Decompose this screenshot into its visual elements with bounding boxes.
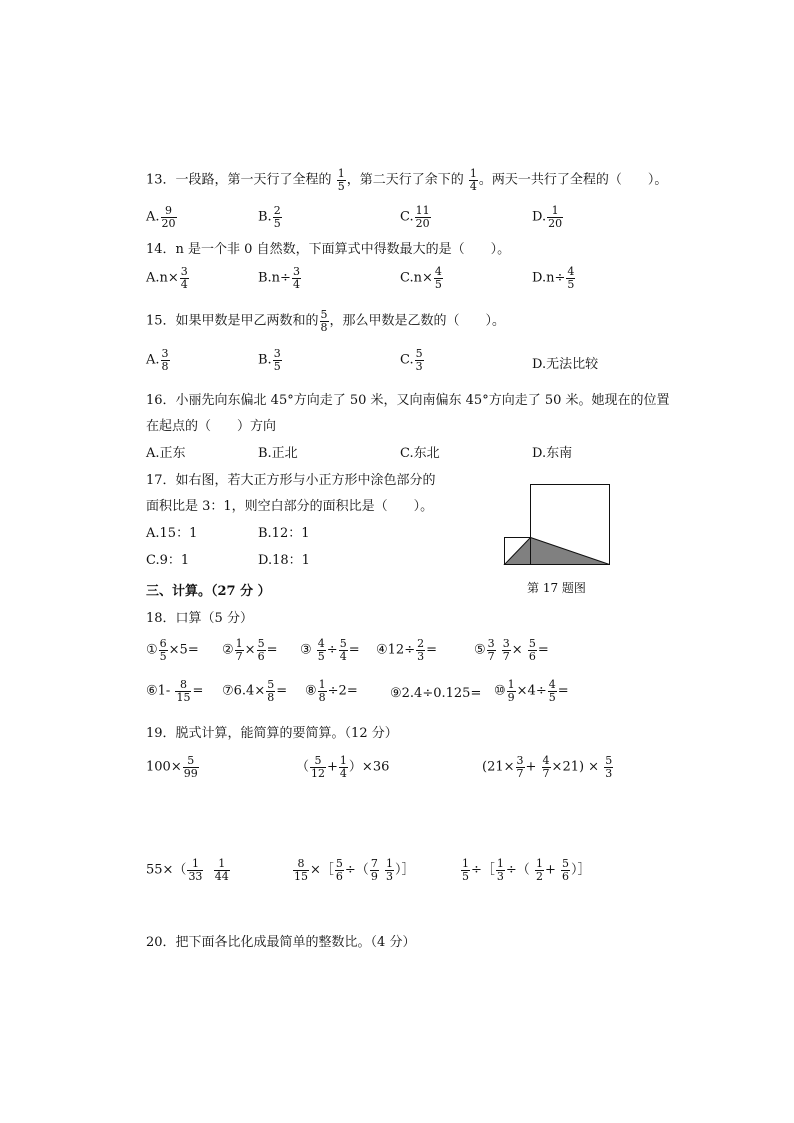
question-18: 18．口算（5 分） (146, 611, 253, 626)
question-17-line1: 17．如右图，若大正方形与小正方形中涂色部分的 (146, 473, 436, 488)
q18-item-10: ⑩ $\frac{1}{9}$ ×4÷ $\frac{4}{5}$ = (494, 678, 569, 704)
fraction: $\frac{1}{5}$ (337, 167, 345, 193)
question-13: 13．一段路，第一天行了全程的 $\frac{1}{5}$ ，第二天行了余下的 $\frac{1}{4}$ 。两天一共行了全程的（ ）。 (146, 167, 668, 193)
q15-option-c: C. $\frac{5}{3}$ (400, 347, 423, 373)
figure-caption: 第 17 题图 (527, 581, 586, 595)
q14-option-b: B.n÷ $\frac{3}{4}$ (258, 265, 300, 291)
q13-option-b: B. $\frac{2}{5}$ (258, 204, 281, 230)
q17-option-d: D.18：1 (258, 553, 310, 568)
q13-option-a: A. $\frac{9}{20}$ (146, 204, 176, 230)
q17-squares-figure (500, 480, 615, 570)
q18-item-4: ④12÷ $\frac{2}{3}$ = (376, 637, 437, 663)
q19-expression-3: (21× $\frac{3}{7}$ + $\frac{4}{7}$ ×21) × $\frac{5}{3}$ (482, 754, 613, 780)
q15-option-d: D.无法比较 (532, 357, 599, 372)
q15-option-b: B. $\frac{3}{5}$ (258, 347, 281, 373)
q18-item-7: ⑦6.4× $\frac{5}{8}$ = (222, 678, 288, 704)
question-15: 15．如果甲数是甲乙两数和的 $\frac{5}{8}$ ，那么甲数是乙数的（ ）。 (146, 308, 506, 334)
q18-item-1: ① $\frac{6}{5}$ ×5= (146, 637, 199, 663)
q19-expression-6: $\frac{1}{5}$ ÷［ $\frac{1}{3}$ ÷（ $\frac{1}{2}$ + $\frac{5}{6}$ ）］ (462, 857, 591, 883)
q13-option-c: C. $\frac{11}{20}$ (400, 204, 430, 230)
q17-option-a: A.15：1 (146, 526, 198, 541)
fraction: $\frac{1}{4}$ (469, 167, 477, 193)
q15-option-a: A. $\frac{3}{8}$ (146, 347, 169, 373)
q17-option-b: B.12：1 (258, 526, 310, 541)
q19-expression-4: 55×（ $\frac{1}{33}$ $\frac{1}{44}$ (146, 857, 229, 883)
q18-item-3: ③ $\frac{4}{5}$ ÷ $\frac{5}{4}$ = (300, 637, 360, 663)
q16-option-c: C.东北 (400, 446, 440, 461)
q13-option-d: D. $\frac{1}{20}$ (532, 204, 563, 230)
q19-expression-5: $\frac{8}{15}$ ×［ $\frac{5}{6}$ ÷（ $\frac{7}{9}$ $\frac{1}{3}$ ）］ (294, 857, 415, 883)
question-19: 19．脱式计算，能简算的要简算。（12 分） (146, 726, 398, 741)
question-16-line1: 16．小丽先向东偏北 45°方向走了 50 米，又向南偏东 45°方向走了 50 米。她现在的位置 (146, 393, 670, 408)
q18-item-2: ② $\frac{1}{7}$ × $\frac{5}{6}$ = (222, 637, 278, 663)
question-20: 20．把下面各比化成最简单的整数比。（4 分） (146, 935, 416, 950)
section-heading: 三、计算。（27 分 ） (146, 584, 271, 599)
q17-option-c: C.9：1 (146, 553, 190, 568)
q14-option-c: C.n× $\frac{4}{5}$ (400, 265, 442, 291)
question-14: 14．n 是一个非 0 自然数，下面算式中得数最大的是（ ）。 (146, 242, 511, 257)
q14-option-d: D.n÷ $\frac{4}{5}$ (532, 265, 575, 291)
q14-option-a: A.n× $\frac{3}{4}$ (146, 265, 188, 291)
q18-item-8: ⑧ $\frac{1}{8}$ ÷2= (305, 678, 358, 704)
q16-option-a: A.正东 (146, 446, 186, 461)
q19-expression-1: 100× $\frac{5}{99}$ (146, 754, 198, 780)
q16-option-d: D.东南 (532, 446, 573, 461)
small-shaded-triangle (505, 538, 531, 565)
question-17-line2: 面积比是 3：1，则空白部分的面积比是（ ）。 (146, 499, 434, 514)
q18-item-5: ⑤ $\frac{3}{7}$ $\frac{3}{7}$ × $\frac{5}{6}$ = (474, 637, 549, 663)
q18-item-6: ⑥1- $\frac{8}{15}$ = (146, 678, 204, 704)
question-16-line2: 在起点的（ ）方向 (146, 419, 277, 434)
large-shaded-triangle (531, 538, 610, 565)
q19-expression-2: （ $\frac{5}{12}$ + $\frac{1}{4}$ ）×36 (296, 754, 390, 780)
q16-option-b: B.正北 (258, 446, 298, 461)
q18-item-9: ⑨2.4÷0.125= (390, 686, 482, 701)
